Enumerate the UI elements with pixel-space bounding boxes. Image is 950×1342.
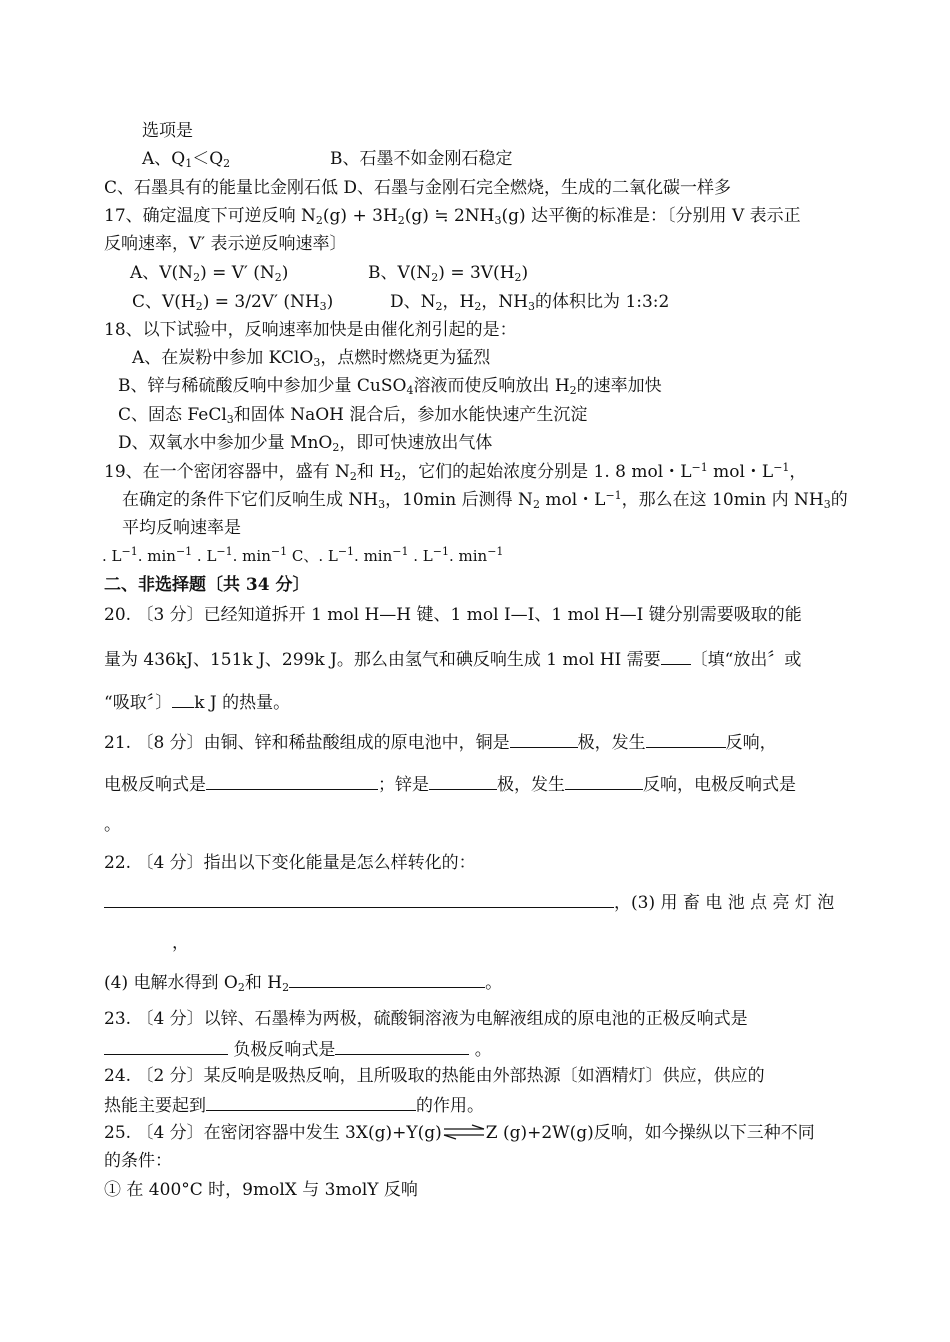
q18-option-b: B、锌与稀硫酸反响中参加少量 CuSO$_4$溶液而使反响放出 $H_2$的速率加快 <box>118 376 662 397</box>
q25-line2: 的条件： <box>104 1151 172 1171</box>
q16-options-cd: C、石墨具有的能量比金刚石低 D、石墨与金刚石完全燃烧，生成的二氧化碳一样多 <box>104 178 732 198</box>
q22-blank-item2[interactable] <box>104 890 614 908</box>
q20-line2: 量为 436kJ、151k J、299k J。那么由氢气和碘反响生成 1 mol HI 需要 〔填“放出〞或 <box>104 647 801 671</box>
q22-blank-item4[interactable] <box>289 970 485 988</box>
q21-blank-zinc-reaction[interactable] <box>565 772 643 790</box>
q20-blank-energy[interactable] <box>172 690 194 708</box>
q22-stem: 22. 〔4 分〕指出以下变化能量是怎么样转化的： <box>104 853 476 873</box>
q17-option-b: B、$V(N_2) = 3V(H_2)$ <box>368 263 529 284</box>
q19-stem-line1: 19、在一个密闭容器中，盛有 $N_2$和 $H_2$，它们的起始浓度分别是 1. 8 mol・$L^{-1}$ mol・$L^{-1}$， <box>104 461 807 483</box>
q21-line3: 。 <box>104 815 121 835</box>
q17-stem-line1: 17、确定温度下可逆反响 $N_2(g) + 3H_2(g)$ ≒ $2NH_3(g)$ 达平衡的标准是：〔分别用 V 表示正 <box>104 206 801 227</box>
reversible-arrow-icon <box>442 1124 486 1140</box>
section-2-title: 二、非选择题〔共 34 分〕 <box>104 575 310 595</box>
q22-line4: (4) 电解水得到 $O_2$和 $H_2$ 。 <box>104 970 502 994</box>
q17-option-c: C、$V(H_2) = 3/2V'$ $(NH_3)$ <box>132 292 334 313</box>
q24-line1: 24. 〔2 分〕某反响是吸热反响，且所吸取的热能由外部热源〔如酒精灯〕供应，供应的 <box>104 1066 765 1086</box>
q16-tail: 选项是 <box>142 121 193 141</box>
q22-line2: ，(3) 用 畜 电 池 点 亮 灯 泡 <box>104 890 834 914</box>
q20-blank-release-absorb[interactable] <box>661 647 691 665</box>
q18-option-c: C、固态 FeCl$_3$和固体 NaOH 混合后，参加水能快速产生沉淀 <box>118 405 588 426</box>
q22-line3: ， <box>172 933 189 953</box>
q23-blank-positive[interactable] <box>104 1037 228 1055</box>
q18-stem: 18、以下试验中，反响速率加快是由催化剂引起的是： <box>104 320 517 340</box>
q24-blank-role[interactable] <box>206 1093 416 1111</box>
q25-line1: 25. 〔4 分〕在密闭容器中发生 3X(g)+Y(g) Z (g)+2W(g)反响，如今操纵以下三种不同 <box>104 1123 815 1143</box>
q19-stem-line3: 平均反响速率是 <box>122 518 241 538</box>
q24-line2: 热能主要起到 的作用。 <box>104 1093 484 1117</box>
q23-blank-negative[interactable] <box>335 1037 469 1055</box>
q16-option-b: B、石墨不如金刚石稳定 <box>330 149 513 169</box>
q25-line3: ① 在 400°C 时，9molX 与 3molY 反响 <box>104 1180 418 1200</box>
q23-line1: 23. 〔4 分〕以锌、石墨棒为两极，硫酸铜溶液为电解液组成的原电池的正极反响式是 <box>104 1009 748 1029</box>
q20-line1: 20. 〔3 分〕已经知道拆开 1 mol H—H 键、1 mol I—I、1 mol H—I 键分别需要吸取的能 <box>104 605 802 625</box>
q19-options: . $L^{-1}$. $\min^{-1}$ . $L^{-1}$. $\min^{-1} C$、. $L^{-1}$. $\min^{-1}$ . $L^{-1}$. $\min^{-1}$ <box>102 545 504 565</box>
q17-option-a: A、$V(N_2) = V'$ $(N_2)$ <box>130 263 289 284</box>
q17-stem-line2: 反响速率，V′ 表示逆反响速率〕 <box>104 234 347 254</box>
q21-line2: 电极反响式是 ；锌是 极，发生 反响，电极反响式是 <box>104 772 796 796</box>
q21-blank-zinc-electrode[interactable] <box>429 772 497 790</box>
q20-line3: “吸取〞〕 k J 的热量。 <box>104 690 290 714</box>
q18-option-a: A、在炭粉中参加 KClO$_3$，点燃时燃烧更为猛烈 <box>132 348 491 369</box>
q19-stem-line2: 在确定的条件下它们反响生成 $NH_3$，10min 后测得 $N_2$ mol・$L^{-1}$，那么在这 10min 内 $NH_3$的 <box>122 489 848 511</box>
q21-blank-copper-equation[interactable] <box>206 772 378 790</box>
q21-blank-copper-electrode[interactable] <box>510 730 578 748</box>
q17-option-d: D、$N_2$，$H_2$，$NH_3$的体积比为 1:3:2 <box>390 292 670 313</box>
q23-line2: 负极反响式是 。 <box>104 1037 492 1061</box>
q18-option-d: D、双氧水中参加少量 MnO$_2$，即可快速放出气体 <box>118 433 493 454</box>
q16-option-a: A、$Q_1<Q_2$ <box>142 149 231 170</box>
q21-line1: 21. 〔8 分〕由铜、锌和稀盐酸组成的原电池中，铜是 极，发生 反响， <box>104 730 777 754</box>
q21-blank-copper-reaction[interactable] <box>646 730 726 748</box>
